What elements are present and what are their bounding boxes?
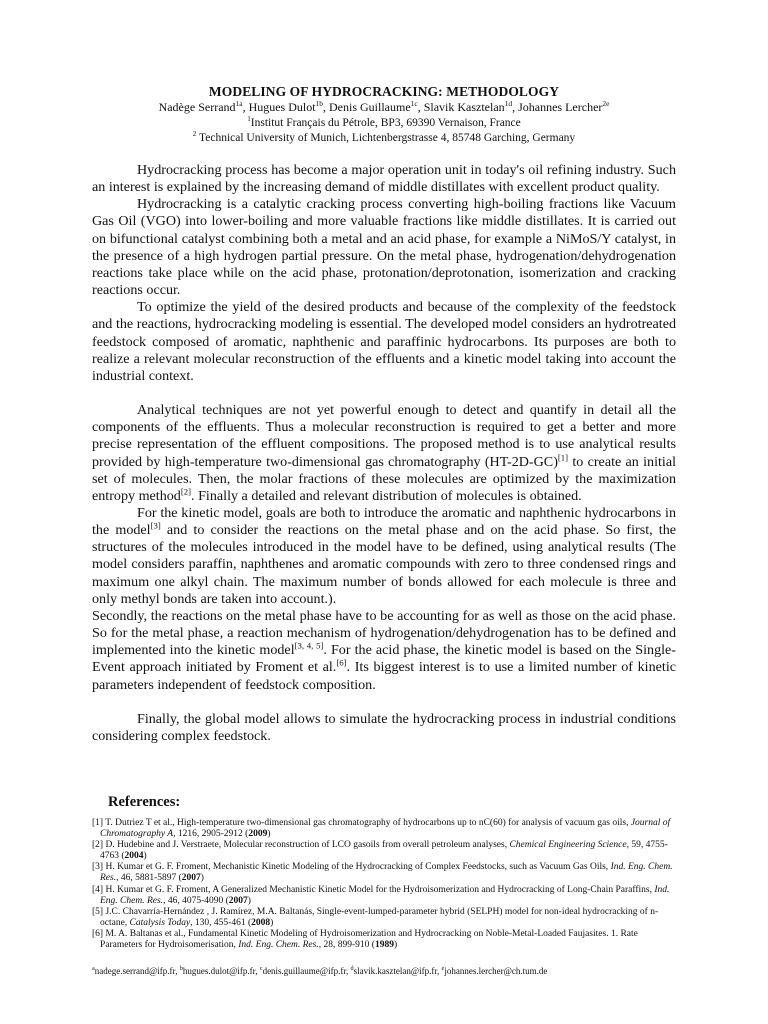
affiliation-2: $^2$ Technical University of Munich, Lichtenbergstrasse 4, 85748 Garching, Germany bbox=[192, 130, 576, 144]
reference-item: [6] M. A. Baltanas et al., Fundamental Kinetic Modeling of Hydroisomerization and Hydrocracking on Noble-Metal-Loaded Faujasites. 1. Rate Parameters for Hydroisomerisation, Ind. Eng. Chem. Res., 28, 899-910 (1989) bbox=[92, 928, 638, 951]
author-emails: $^a$nadege.serrand@ifp.fr, $^b$hugues.dulot@ifp.fr, $^c$denis.guillaume@ifp.fr, $^d$slavik.kasztelan@ifp.fr, $^e$johannes.lercher@ch.tum.de bbox=[92, 965, 548, 976]
body-paragraph: Finally, the global model allows to simulate the hydrocracking process in industrial conditions considering complex feedstock. bbox=[92, 710, 676, 744]
body-paragraph: To optimize the yield of the desired products and because of the complexity of the feedstock and the reactions, hydrocracking modeling is essential. The developed model considers an hydrotreated feedstock composed of aromatic, naphthenic and paraffinic hydrocarbons. Its purposes are both to realize a relevant molecular reconstruction of the effluents and a kinetic model taking into account the industrial context. bbox=[92, 299, 676, 384]
citation-marker: [2] bbox=[180, 486, 192, 497]
body-paragraph: Hydrocracking is a catalytic cracking process converting high-boiling fractions like Vacuum Gas Oil (VGO) into lower-boiling and more valuable fractions like middle distillates. It is carried out on bifunctional catalyst combining both a metal and an acid phase, for example a NiMoS/Y catalyst, in the presence of a high hydrogen partial pressure. On the metal phase, hydrogenation/dehydrogenation reactions take place while on the acid phase, protonation/deprotonation, isomerization and cracking reactions occur. bbox=[92, 196, 676, 299]
email-address: $^c$denis.guillaume@ifp.fr bbox=[259, 965, 346, 976]
author: Johannes Lercher$^{2e}$ bbox=[518, 99, 610, 114]
citation-marker: [6] bbox=[336, 657, 347, 668]
affiliation-1: $^1$Institut Français du Pétrole, BP3, 69390 Vernaison, France bbox=[247, 115, 521, 129]
paper-body bbox=[92, 162, 676, 745]
email-address: $^e$johannes.lercher@ch.tum.de bbox=[441, 965, 548, 976]
author-list: Nadège Serrand$^{1a}$, Hugues Dulot$^{1b}$, Denis Guillaume$^{1c}$, Slavik Kasztelan$^{1d}$, Johannes Lercher$^{2e}$ bbox=[158, 99, 610, 114]
author: Hugues Dulot$^{1b}$ bbox=[248, 99, 323, 114]
author: Slavik Kasztelan$^{1d}$ bbox=[423, 99, 513, 114]
email-address: $^a$nadege.serrand@ifp.fr bbox=[92, 965, 176, 976]
email-address: $^d$slavik.kasztelan@ifp.fr bbox=[350, 965, 438, 976]
citation-marker: [3] bbox=[150, 520, 161, 531]
author: Denis Guillaume$^{1c}$ bbox=[329, 99, 418, 114]
email-address: $^b$hugues.dulot@ifp.fr bbox=[179, 965, 256, 976]
paper-title: MODELING OF HYDROCRACKING: METHODOLOGY bbox=[208, 84, 560, 99]
body-paragraph: Secondly, the reactions on the metal phase have to be accounting for as well as those on the acid phase. So for the metal phase, a reaction mechanism of hydrogenation/dehydrogenation has to be defined and implemented into the kinetic model[3, 4, 5]. For the acid phase, the kinetic model is based on the Single-Event approach initiated by Froment et al.[6]. Its biggest interest is to use a limited number of kinetic parameters independent of feedstock composition. bbox=[92, 607, 676, 693]
author: Nadège Serrand$^{1a}$ bbox=[158, 99, 243, 114]
reference-item: [5] J.C. Chavarría-Hernández , J. Ramírez, M.A. Baltanás, Single-event-lumped-parameter hybrid (SELPH) model for non-ideal hydrocracking of n-octane, Catalysis Today, 130, 455-461 (2008) bbox=[92, 906, 659, 928]
citation-marker: [3, 4, 5] bbox=[294, 640, 324, 651]
reference-list bbox=[92, 818, 682, 951]
body-paragraph: For the kinetic model, goals are both to introduce the aromatic and naphthenic hydrocarbons in the model[3] and to consider the reactions on the metal phase and on the acid phase. So first, the structures of the molecules introduced in the model have to be defined, using analytical results (The model considers paraffin, naphthenes and aromatic compounds with zero to three condensed rings and maximum one alkyl chain. The maximum number of bonds allowed for each molecule is three and only methyl bonds are taken into account.). bbox=[92, 504, 676, 607]
citation-marker: [1] bbox=[557, 451, 569, 462]
reference-item: [3] H. Kumar et G. F. Froment, Mechanistic Kinetic Modeling of the Hydrocracking of Complex Feedstocks, such as Vacuum Gas Oils, Ind. Eng. Chem. Res., 46, 5881-5897 (2007) bbox=[92, 862, 673, 884]
references-heading: References: bbox=[108, 794, 181, 810]
reference-item: [4] H. Kumar et G. F. Froment, A Generalized Mechanistic Kinetic Model for the Hydroisomerization and Hydrocracking of Long-Chain Paraffins, Ind. Eng. Chem. Res., 46, 4075-4090 (2007) bbox=[92, 884, 670, 906]
reference-item: [2] D. Hudebine and J. Verstraete, Molecular reconstruction of LCO gasoils from overall petroleum analyses, Chemical Engineering Science, 59, 4755-4763 (2004) bbox=[92, 840, 668, 862]
body-paragraph: Hydrocracking process has become a major operation unit in today's oil refining industry. Such an interest is explained by the increasing demand of middle distillates with excellent product quality. bbox=[92, 162, 676, 196]
body-paragraph: Analytical techniques are not yet powerful enough to detect and quantify in detail all the components of the effluents. Thus a molecular reconstruction is required to get a better and more precise representation of the effluent compositions. The proposed method is to use analytical results provided by high-temperature two-dimensional gas chromatography (HT-2D-GC)[1] to create an initial set of molecules. Then, the molar fractions of these molecules are optimized by the maximization entropy method[2]. Finally a detailed and relevant distribution of molecules is obtained. bbox=[92, 402, 676, 504]
reference-item: [1] T. Dutriez T et al., High-temperature two-dimensional gas chromatography of hydrocarbons up to nC(60) for analysis of vacuum gas oils, Journal of Chromatography A, 1216, 2905-2912 (2009) bbox=[92, 818, 671, 840]
